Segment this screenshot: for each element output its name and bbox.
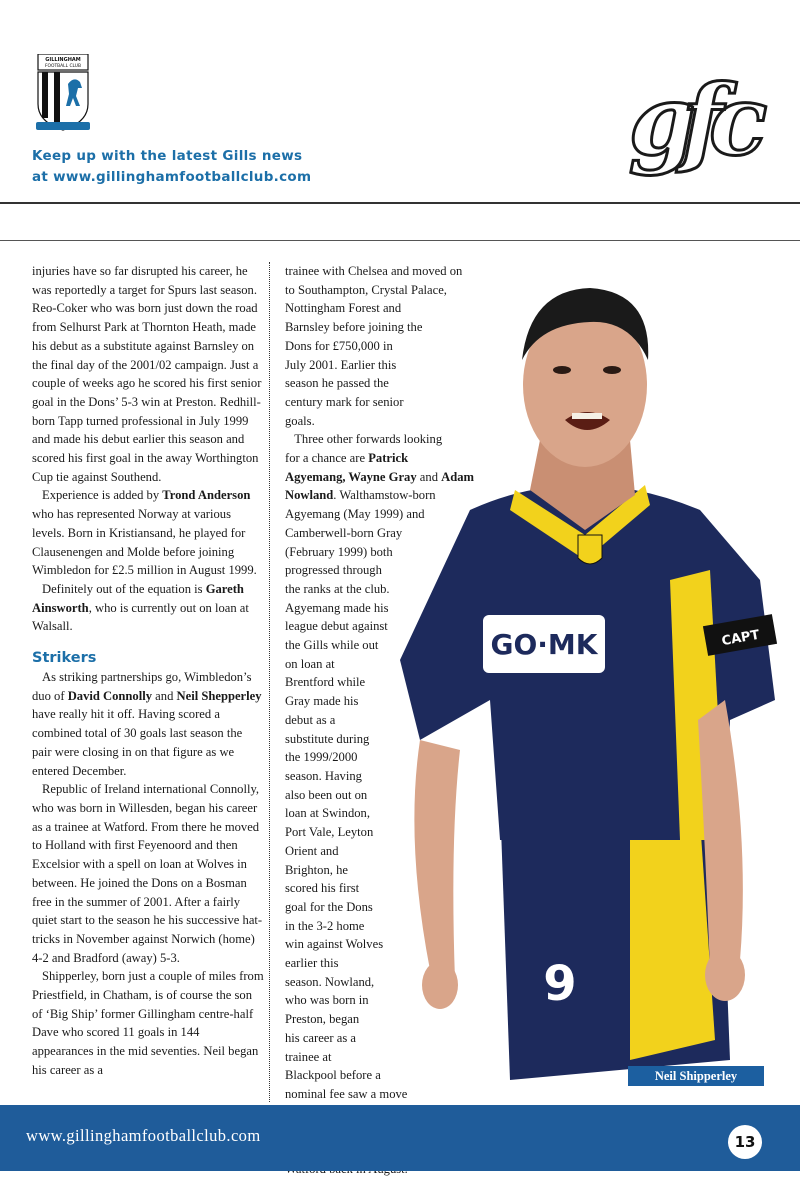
gfc-logo bbox=[596, 58, 786, 180]
text-line bbox=[285, 1029, 474, 1048]
text-line bbox=[285, 861, 474, 880]
text-run: who has represented Norway at various levels. Born in Kristiansand, he played for Clausenengen and Molde before joining Wimbledon for £2.5 million in August 1999. bbox=[32, 507, 257, 578]
crest-text-line2: FOOTBALL CLUB bbox=[45, 64, 81, 69]
text-line bbox=[285, 898, 474, 917]
text-run: scored his first bbox=[285, 881, 360, 896]
text-run: the 1999/2000 bbox=[285, 750, 358, 765]
text-line bbox=[285, 711, 474, 730]
text-run: debut as a bbox=[285, 712, 336, 727]
crest-text-line1: GILLINGHAM bbox=[45, 57, 81, 63]
text-run: Brighton, he bbox=[285, 862, 348, 877]
text-run: Shipperley, born just a couple of miles from Priestfield, in Chatham, is of course the son of ‘Big Ship’ former Gillingham centre-half Dave who scored 11 goals in 144 appearances in the mid seventies. Neil began his career as a bbox=[32, 969, 264, 1077]
text-run: and bbox=[152, 688, 177, 703]
text-line bbox=[285, 262, 474, 281]
paragraph bbox=[32, 780, 264, 967]
text-run: Republic of Ireland international Connolly, who was born in Willesden, began his career as a trainee at Watford. From there he moved to Holland with first Feyenoord and then Excelsior with a spell on loan at Wolves in between. He joined the Dons on a Bosman free in the summer of 2001. After a fairly quiet start to the season he his successive hat-tricks in November against Norwich (home) 4-2 and Bradford (away) 5-3. bbox=[32, 782, 263, 965]
paragraph bbox=[32, 668, 264, 780]
text-run: . Walthamstow-born bbox=[333, 488, 436, 503]
text-run: Camberwell-born Gray bbox=[285, 525, 403, 540]
text-line bbox=[285, 1085, 474, 1104]
header-rule-secondary bbox=[0, 240, 800, 241]
text-run: season. Nowland, bbox=[285, 974, 375, 989]
text-run: Preston, began bbox=[285, 1012, 360, 1027]
text-line bbox=[285, 1048, 474, 1067]
bold-name: Agyemang, Wayne Gray bbox=[285, 469, 417, 484]
text-line bbox=[285, 412, 474, 431]
text-run: Blackpool before a bbox=[285, 1068, 381, 1083]
text-line bbox=[285, 1010, 474, 1029]
text-line bbox=[285, 973, 474, 992]
text-line bbox=[285, 935, 474, 954]
text-run: to Southampton, Crystal Palace, bbox=[285, 282, 447, 297]
text-run: injuries have so far disrupted his career, he was reportedly a target for Spurs last season. Reo-Coker who was born just down the road from Selhurst Park at Thornton Heath, made his debut as a substitute against Barnsley on the final day of the 2001/02 campaign. Just a couple of weeks ago he scored his first senior goal in the Dons’ 5-3 win at Preston. Redhill-born Tapp turned professional in July 1999 and made his debut earlier this season and scored his first goal in the away Worthington Cup tie against Southend. bbox=[32, 264, 262, 484]
text-line bbox=[285, 748, 474, 767]
text-line bbox=[285, 580, 474, 599]
text-run: season. Having bbox=[285, 768, 362, 783]
tagline-line-2: at www.gillinghamfootballclub.com bbox=[32, 169, 312, 185]
text-run: Barnsley before joining the bbox=[285, 320, 423, 335]
text-line bbox=[285, 486, 474, 505]
page-number: 13 bbox=[728, 1125, 762, 1159]
text-run: also been out on bbox=[285, 787, 368, 802]
gfc-logo-text: gfc bbox=[628, 64, 754, 177]
text-run: have really hit it off. Having scored a combined total of 30 goals last season the pair were closing in on that figure as we entered December. bbox=[32, 707, 243, 778]
bold-name: Neil Shepperley bbox=[176, 688, 262, 703]
text-run: Gray made his bbox=[285, 694, 359, 709]
armband-text: CAPT bbox=[720, 627, 761, 650]
text-run: and bbox=[416, 469, 442, 484]
text-line bbox=[285, 842, 474, 861]
text-line bbox=[285, 767, 474, 786]
text-line bbox=[285, 730, 474, 749]
text-run: Three other forwards looking bbox=[285, 432, 443, 447]
text-line bbox=[285, 543, 474, 562]
bold-name: David Connolly bbox=[67, 688, 153, 703]
text-line bbox=[285, 449, 474, 468]
text-line bbox=[285, 356, 474, 375]
text-line bbox=[285, 299, 474, 318]
text-run: league debut against bbox=[285, 619, 388, 634]
text-run: (February 1999) both bbox=[285, 544, 393, 559]
text-line bbox=[285, 281, 474, 300]
text-run: Orient and bbox=[285, 843, 339, 858]
text-line bbox=[285, 599, 474, 618]
bold-name: Trond Anderson bbox=[162, 488, 251, 503]
text-run: the Gills while out bbox=[285, 638, 379, 653]
text-run: century mark for senior bbox=[285, 394, 404, 409]
photo-caption: Neil Shipperley bbox=[628, 1066, 764, 1086]
text-run: substitute during bbox=[285, 731, 370, 746]
text-line bbox=[285, 673, 474, 692]
text-run: earlier this bbox=[285, 956, 339, 971]
text-line bbox=[285, 786, 474, 805]
text-run: July 2001. Earlier this bbox=[285, 357, 397, 372]
text-line bbox=[285, 393, 474, 412]
text-line bbox=[285, 337, 474, 356]
text-run: on loan at bbox=[285, 656, 335, 671]
text-run: As striking partnerships go, Wimbledon’s duo of bbox=[32, 670, 252, 703]
column-divider bbox=[269, 262, 270, 1102]
text-line bbox=[285, 430, 474, 449]
text-run: in the 3-2 home bbox=[285, 918, 365, 933]
text-run: season he passed the bbox=[285, 376, 389, 391]
paragraph bbox=[32, 262, 264, 486]
article-column-2 bbox=[285, 262, 474, 1178]
text-run: Agyemang made his bbox=[285, 600, 389, 615]
shorts-number: 9 bbox=[543, 956, 577, 1012]
text-line bbox=[285, 561, 474, 580]
text-line bbox=[285, 692, 474, 711]
text-run: Nottingham Forest and bbox=[285, 301, 402, 316]
text-line bbox=[285, 636, 474, 655]
section-heading: Strikers bbox=[32, 650, 97, 667]
text-line bbox=[285, 1066, 474, 1085]
tagline-line-1: Keep up with the latest Gills news bbox=[32, 148, 303, 164]
bold-name: Adam bbox=[441, 469, 475, 484]
text-run: win against Wolves bbox=[285, 937, 384, 952]
text-run: loan at Swindon, bbox=[285, 806, 371, 821]
text-run: who was born in bbox=[285, 993, 369, 1008]
paragraph bbox=[32, 486, 264, 580]
text-line bbox=[285, 823, 474, 842]
text-run: progressed through bbox=[285, 563, 382, 578]
text-line bbox=[285, 617, 474, 636]
text-run: nominal fee saw a move bbox=[285, 1086, 408, 1101]
page-header bbox=[0, 0, 800, 200]
text-run: Agyemang (May 1999) and bbox=[285, 507, 425, 522]
text-run: Definitely out of the equation is bbox=[42, 581, 206, 596]
bold-name: Gareth Ainsworth bbox=[32, 581, 244, 615]
text-run: Experience is added by bbox=[42, 488, 163, 503]
text-line bbox=[285, 374, 474, 393]
text-line bbox=[285, 655, 474, 674]
text-line bbox=[285, 468, 474, 487]
text-run: the ranks at the club. bbox=[285, 581, 390, 596]
header-tagline bbox=[32, 146, 452, 188]
text-line bbox=[285, 879, 474, 898]
paragraph bbox=[32, 967, 264, 1079]
text-run: , who is currently out on loan at Walsall. bbox=[32, 600, 249, 634]
text-line bbox=[285, 917, 474, 936]
article-column-1 bbox=[32, 262, 264, 1080]
text-run: Port Vale, Leyton bbox=[285, 825, 374, 840]
text-run: trainee at bbox=[285, 1049, 332, 1064]
text-line bbox=[285, 524, 474, 543]
text-line bbox=[285, 991, 474, 1010]
text-run: goals. bbox=[285, 413, 315, 428]
bold-name: Patrick bbox=[368, 451, 409, 466]
club-crest-icon bbox=[32, 54, 94, 134]
text-line bbox=[285, 505, 474, 524]
text-run: for a chance are bbox=[285, 451, 369, 466]
paragraph bbox=[32, 580, 264, 636]
shirt-sponsor: GO·MK bbox=[490, 628, 598, 661]
bold-name: Nowland bbox=[285, 488, 334, 503]
footer-url[interactable]: www.gillinghamfootballclub.com bbox=[26, 1126, 261, 1145]
text-line bbox=[285, 954, 474, 973]
text-run: Dons for £750,000 in bbox=[285, 338, 393, 353]
text-line bbox=[285, 804, 474, 823]
text-line bbox=[285, 318, 474, 337]
header-rule bbox=[0, 202, 800, 204]
text-run: trainee with Chelsea and moved on bbox=[285, 264, 463, 278]
text-run: his career as a bbox=[285, 1030, 356, 1045]
text-run: Brentford while bbox=[285, 675, 366, 690]
text-run: goal for the Dons bbox=[285, 899, 373, 914]
